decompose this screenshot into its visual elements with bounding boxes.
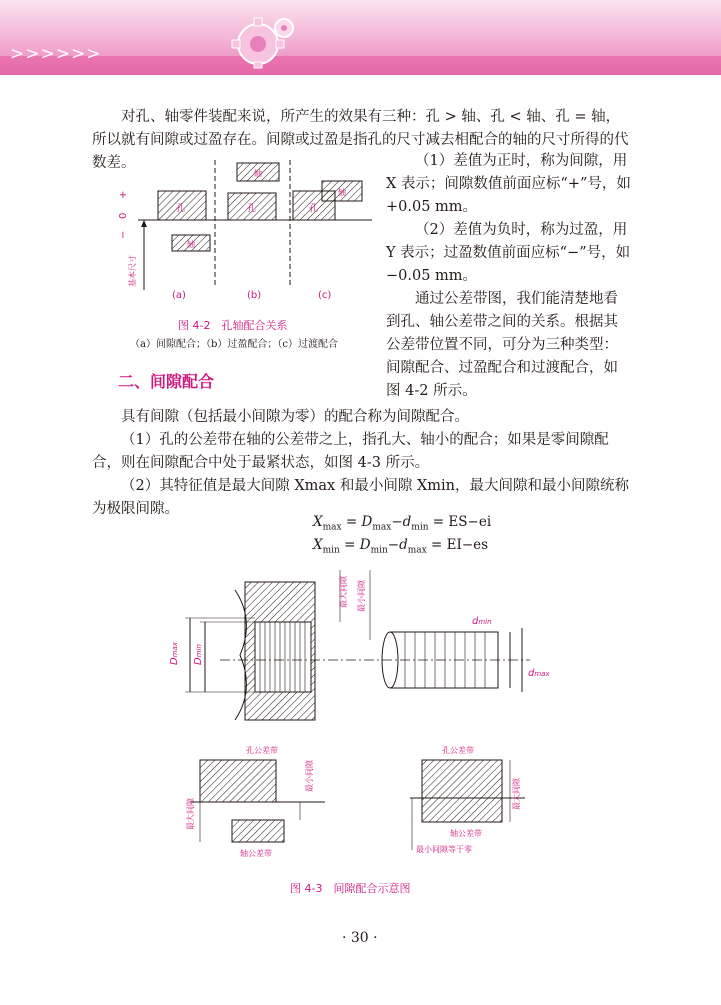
svg-text:轴: 轴 <box>254 169 262 178</box>
page-header <box>0 0 721 75</box>
dmax-hole-label: Dmax <box>169 642 180 665</box>
axis-plus: + <box>118 190 129 199</box>
negative-diff-paragraph: （2）差值为负时，称为过盈，用 Y 表示；过盈数值前面应标“−”号，如 −0.05 mm。 <box>386 222 631 284</box>
shaft-zone-right <box>422 798 502 822</box>
dmin-hole-label: Dmin <box>193 644 204 665</box>
intro-paragraph: 对孔、轴零件装配来说，所产生的效果有三种：孔 > 轴、孔 < 轴、孔 = 轴，所以就有间隙或过盈存在。间隙或过盈是指孔的尺寸减去相配合的轴的尺寸所得的代数差。 <box>92 109 629 171</box>
formula-xmin: $X_{min} = D_{min}-d_{max} = EI-es$ <box>313 537 489 556</box>
dmin-shaft-label: dmin <box>472 616 492 627</box>
min-clearance-label: 最小间隙 <box>357 580 366 612</box>
basic-size-label: 基本尺寸 <box>128 255 137 287</box>
fig-4-2-subcaption: （a）间隙配合；（b）过盈配合；（c）过渡配合 <box>130 339 338 350</box>
svg-text:孔: 孔 <box>247 204 257 214</box>
svg-text:孔: 孔 <box>309 204 319 214</box>
svg-text:轴: 轴 <box>187 240 195 249</box>
limit-clearance-paragraph: （2）其特征值是最大间隙 Xmax 和最小间隙 Xmin，最大间隙和最小间隙统称为极限间隙。 <box>92 478 629 517</box>
hole-zone-left <box>200 760 276 802</box>
definition-paragraph: 具有间隙（包括最小间隙为零）的配合称为间隙配合。 <box>121 409 469 425</box>
right-column-text <box>386 150 632 403</box>
label-a: (a) <box>172 290 186 301</box>
header-band <box>0 56 721 75</box>
figure-4-2 <box>110 155 380 305</box>
fig-4-3-caption: 图 4-3 间隙配合示意图 <box>290 882 411 895</box>
svg-text:轴公差带: 轴公差带 <box>450 829 482 838</box>
label-b: (b) <box>247 290 262 301</box>
page-number: · 30 · <box>342 930 378 946</box>
svg-text:最小间隙: 最小间隙 <box>305 760 314 792</box>
formula-xmax: $X_{max} = D_{max}-d_{min} = ES-ei$ <box>313 514 492 533</box>
chevron-decoration: >>>>>> <box>10 44 102 64</box>
clearance-fit-text <box>92 406 632 521</box>
max-clearance-label: 最大间隙 <box>339 576 348 608</box>
hole-zone-right <box>422 760 502 798</box>
svg-text:轴公差带: 轴公差带 <box>240 849 272 858</box>
svg-text:孔公差带: 孔公差带 <box>442 746 474 755</box>
shaft-zone-left <box>232 820 284 842</box>
label-c: (c) <box>318 290 332 301</box>
axis-zero: 0 <box>118 212 129 219</box>
tolerance-zone-paragraph: 通过公差带图，我们能清楚地看到孔、轴公差带之间的关系。根据其公差带位置不同，可分为三种类型：间隙配合、过盈配合和过渡配合，如图 4-2 所示。 <box>386 291 618 399</box>
hole-bore <box>255 622 311 692</box>
gear-icon <box>228 14 298 70</box>
figure-4-3 <box>160 560 560 880</box>
svg-text:最小间隙等于零: 最小间隙等于零 <box>416 845 472 854</box>
hole-above-shaft-paragraph: （1）孔的公差带在轴的公差带之上，指孔大、轴小的配合；如果是零间隙配合，则在间隙配合中处于最紧状态，如图 4-3 所示。 <box>92 432 609 471</box>
fig-4-2-caption: 图 4-2 孔轴配合关系 <box>178 319 288 332</box>
svg-text:最大间隙: 最大间隙 <box>512 778 521 810</box>
svg-text:孔: 孔 <box>176 204 186 214</box>
svg-text:孔公差带: 孔公差带 <box>246 746 278 755</box>
dmax-shaft-label: dmax <box>528 668 550 679</box>
svg-text:轴: 轴 <box>338 188 346 197</box>
axis-minus: − <box>118 230 129 239</box>
positive-diff-paragraph: （1）差值为正时，称为间隙，用 X 表示；间隙数值前面应标“+”号，如 +0.05 mm。 <box>386 153 631 215</box>
section-heading: 二、间隙配合 <box>118 372 215 391</box>
svg-text:最大间隙: 最大间隙 <box>186 798 195 830</box>
